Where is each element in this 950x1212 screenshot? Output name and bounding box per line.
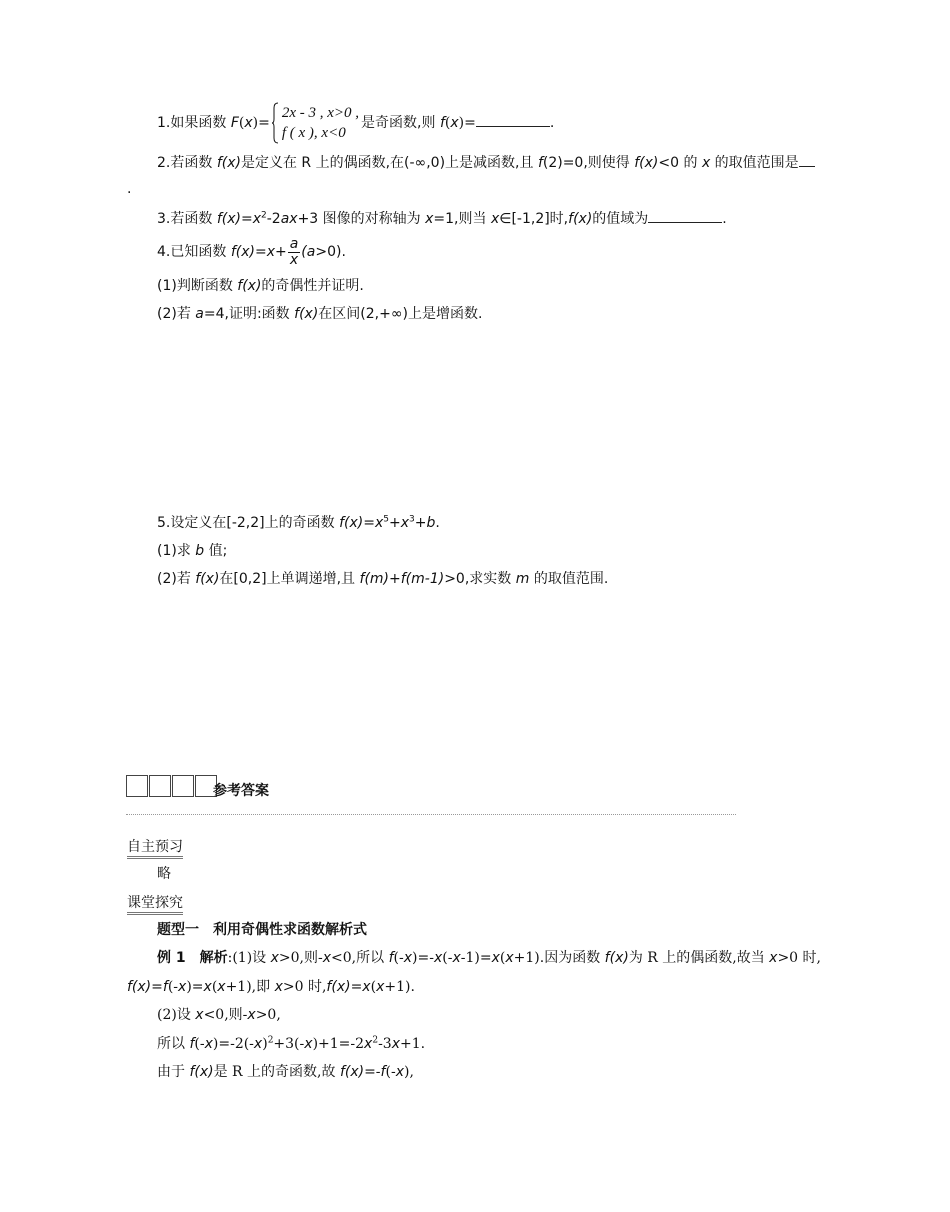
example-1-line-5: 由于 f(x)是 R 上的奇函数,故 f(x)=-f(-x), [157, 1064, 414, 1080]
section-title-classroom: 课堂探究 [127, 893, 183, 913]
example-1-line-2: f(x)=f(-x)=x(x+1),即 x>0 时,f(x)=x(x+1). [127, 979, 415, 995]
fraction: $\frac{a}{x}$ [289, 235, 299, 268]
question-5-part-2: (2)若 f(x)在[0,2]上单调递增,且 f(m)+f(m-1)>0,求实数 m 的取值范围. [157, 571, 609, 587]
question-2-tail: . [127, 181, 132, 197]
question-5-part-1: (1)求 b 值; [157, 543, 228, 559]
section-title-preview: 自主预习 [127, 837, 183, 857]
left-brace-icon [272, 102, 279, 144]
answer-blank[interactable] [648, 210, 722, 223]
question-3: 3.若函数 $f(x)=x^2-2ax+3$ 图像的对称轴为 x=1,则当 x∈[-1,2]时,f(x)的值域为 . [157, 210, 727, 227]
preview-content: 略 [157, 866, 171, 882]
topic-title: 题型一 利用奇偶性求函数解析式 [157, 922, 367, 938]
question-5: 5.设定义在[-2,2]上的奇函数 $f(x)=x^5+x^3+b$. [157, 514, 440, 531]
question-4-part-1: (1)判断函数 f(x)的奇偶性并证明. [157, 278, 364, 294]
question-4-part-2: (2)若 a=4,证明:函数 f(x)在区间(2,+∞)上是增函数. [157, 306, 483, 322]
piecewise-function: 2x - 3 , x>0 , f ( x ), x<0 [272, 102, 359, 144]
answer-header-title: 参考答案 [213, 783, 269, 799]
answer-blank[interactable] [476, 114, 550, 127]
divider [126, 814, 736, 815]
example-1-line-1: 例 1 解析:(1)设 x>0,则-x<0,所以 f(-x)=-x(-x-1)=x(x+1).因为函数 f(x)为 R 上的偶函数,故当 x>0 时, [157, 950, 821, 966]
answer-header-boxes [126, 775, 218, 797]
header-box [126, 775, 148, 797]
answer-blank[interactable] [799, 154, 815, 167]
question-2: 2.若函数 f(x)是定义在 R 上的偶函数,在(-∞,0)上是减函数,且 f(2)=0,则使得 f(x)<0 的 x 的取值范围是 [157, 153, 815, 173]
example-1-line-3: (2)设 x<0,则-x>0, [157, 1007, 281, 1023]
question-1: 1.如果函数 F(x)= 2x - 3 , x>0 , f ( x ), x<0 是奇函数,则 f(x)= . [157, 102, 554, 144]
question-4: 4.已知函数 f(x)=x+ $\frac{a}{x}$ (a>0). [157, 235, 346, 268]
header-box [149, 775, 171, 797]
header-box [172, 775, 194, 797]
example-1-line-4: 所以 $f(-x)=-2(-x)^2+3(-x)+1=-2x^2-3x+1$. [157, 1035, 426, 1052]
